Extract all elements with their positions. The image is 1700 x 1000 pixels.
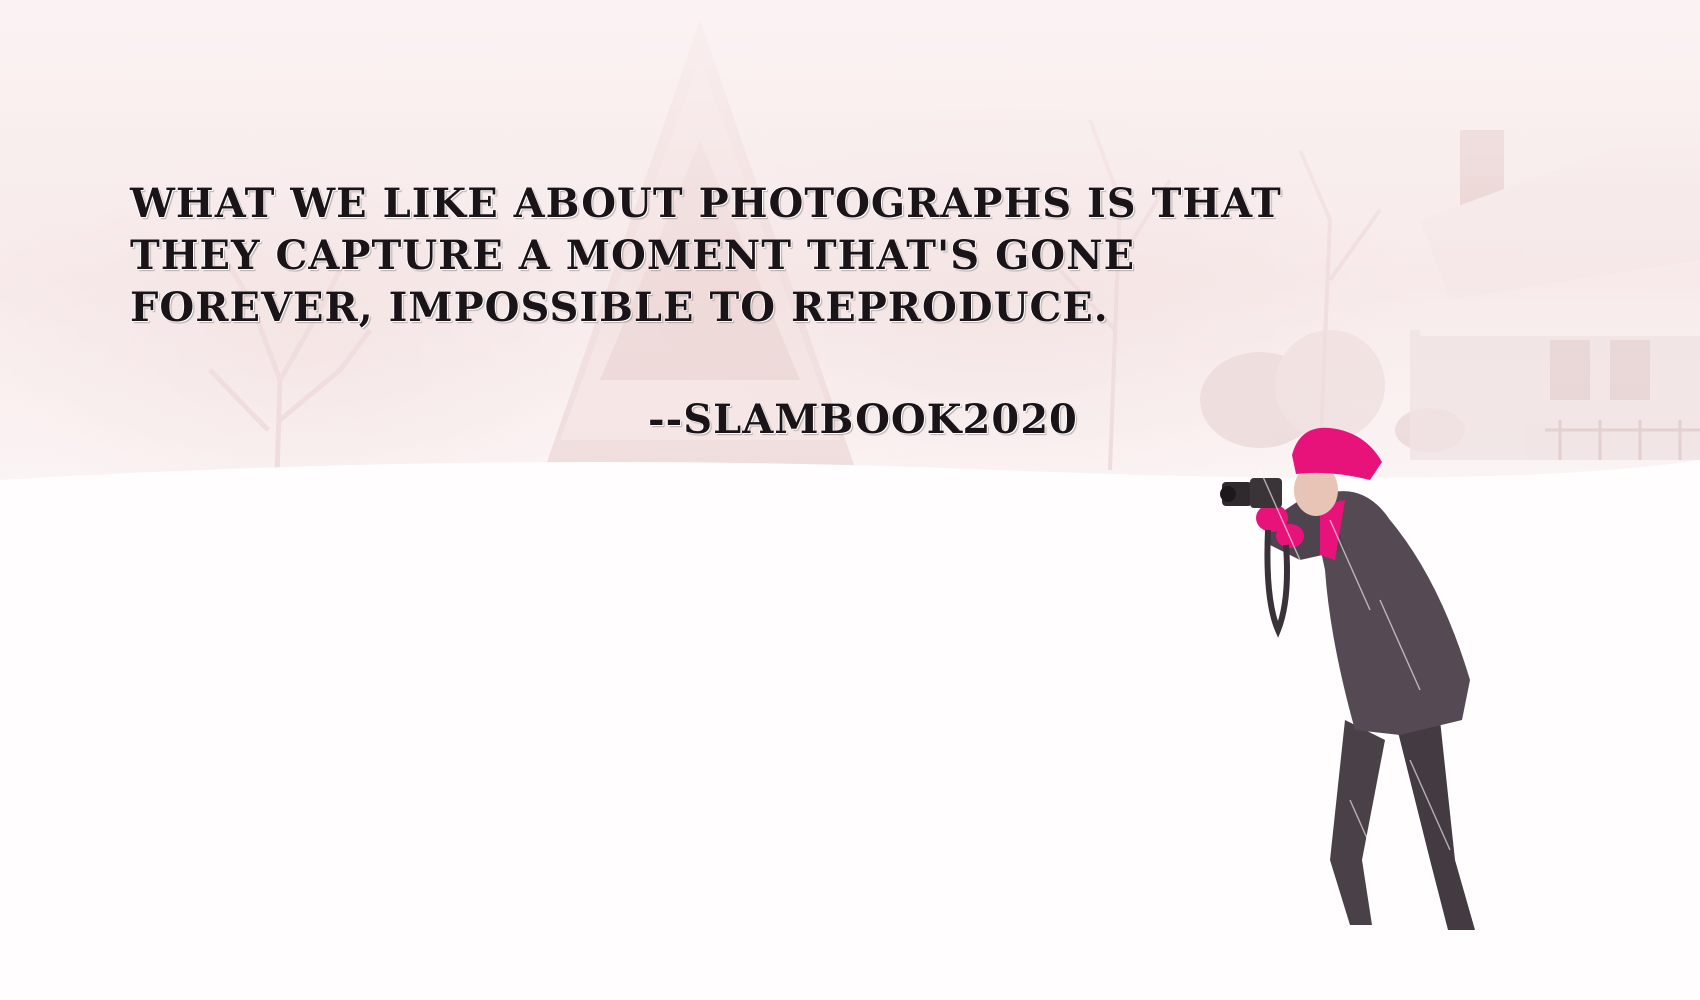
quote-line: WHAT WE LIKE ABOUT PHOTOGRAPHS IS THAT	[130, 180, 1282, 227]
quote-line: THEY CAPTURE A MOMENT THAT'S GONE	[130, 232, 1136, 279]
camera-icon	[1220, 478, 1282, 508]
quote-author: --SLAMBOOK2020	[648, 396, 1078, 443]
quote-text	[130, 178, 1282, 334]
quote-line: FOREVER, IMPOSSIBLE TO REPRODUCE.	[130, 284, 1109, 331]
